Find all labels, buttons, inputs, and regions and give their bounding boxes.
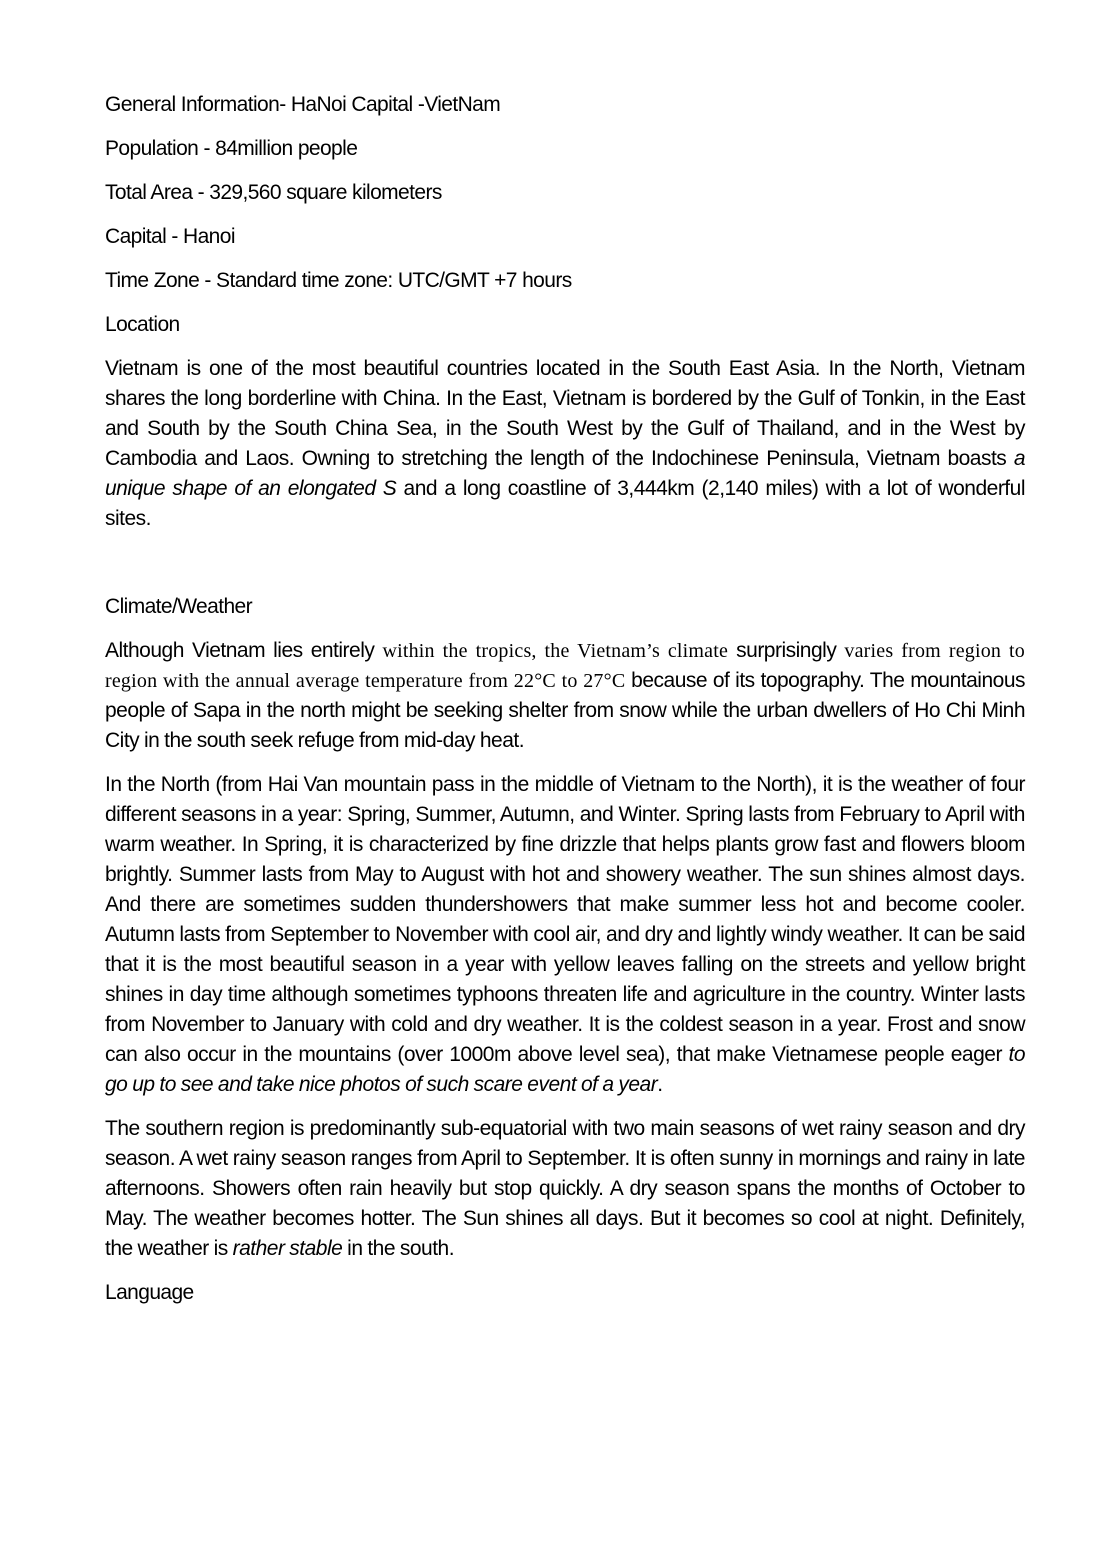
climate-p1-text-c: because of its topography. The mountainous people of Sapa in the north might be seeking shelter from snow while the urban dwellers of Ho Chi Minh City in the south seek refuge from mid-day heat. bbox=[105, 669, 1025, 752]
general-information-line: General Information- HaNoi Capital -VietNam bbox=[105, 93, 501, 116]
climate-p1-serif-b: varies from region to region with the annual average temperature from 22°C to 27°C bbox=[105, 640, 1025, 692]
climate-paragraph-1 bbox=[105, 636, 1025, 756]
climate-paragraph-3 bbox=[105, 1114, 1025, 1264]
location-text-a: Vietnam is one of the most beautiful countries located in the South East Asia. In the North, Vietnam shares the long borderline with China. In the East, Vietnam is bordered by the Gulf of Tonkin, in the East and South by the South China Sea, in the South West by the Gulf of Thailand, and in the West by Cambodia and Laos. Owning to stretching the length of the Indochinese Peninsula, Vietnam boasts bbox=[105, 357, 1025, 470]
location-text-b: and a long coastline of 3,444km (2,140 miles) with a lot of wonderful sites. bbox=[105, 477, 1025, 530]
climate-p1-serif-a: within the tropics, the Vietnam’s climate bbox=[382, 640, 729, 662]
population-line: Population - 84million people bbox=[105, 137, 358, 160]
location-emphasis: a unique shape of an elongated S bbox=[105, 447, 1025, 500]
section-spacer bbox=[105, 548, 1025, 592]
location-paragraph bbox=[105, 354, 1025, 534]
climate-p3-emphasis: rather stable bbox=[232, 1237, 343, 1260]
climate-p3-text-b: in the south. bbox=[342, 1237, 455, 1260]
total-area-line: Total Area - 329,560 square kilometers bbox=[105, 181, 442, 204]
climate-p1-text-a: Although Vietnam lies entirely bbox=[105, 639, 383, 662]
climate-p1-text-b: surprisingly bbox=[728, 639, 845, 662]
capital-line: Capital - Hanoi bbox=[105, 225, 235, 248]
climate-p3-text-a: The southern region is predominantly sub-equatorial with two main seasons of wet rainy season and dry season. A wet rainy season ranges from April to September. It is often sunny in mornings and rainy in late afternoons. Showers often rain heavily but stop quickly. A dry season spans the months of October to May. The weather becomes hotter. The Sun shines all days. But it becomes so cool at night. Definitely, the weather is bbox=[105, 1117, 1025, 1260]
document-page bbox=[105, 90, 1025, 1322]
climate-p2-text-b: . bbox=[657, 1073, 663, 1096]
time-zone-line: Time Zone - Standard time zone: UTC/GMT +7 hours bbox=[105, 269, 572, 292]
location-heading: Location bbox=[105, 313, 180, 336]
climate-p2-emphasis: to go up to see and take nice photos of such scare event of a year bbox=[105, 1043, 1025, 1096]
language-heading: Language bbox=[105, 1281, 194, 1304]
climate-heading: Climate/Weather bbox=[105, 595, 253, 618]
climate-paragraph-2 bbox=[105, 770, 1025, 1100]
climate-p2-text-a: In the North (from Hai Van mountain pass in the middle of Vietnam to the North), it is the weather of four different seasons in a year: Spring, Summer, Autumn, and Winter. Spring lasts from February to April with warm weather. In Spring, it is characterized by fine drizzle that helps plants grow fast and flowers bloom brightly. Summer lasts from May to August with hot and showery weather. The sun shines almost days. And there are sometimes sudden thundershowers that make summer less hot and become cooler. Autumn lasts from September to November with cool air, and dry and lightly windy weather. It can be said that it is the most beautiful season in a year with yellow leaves falling on the streets and yellow bright shines in day time although sometimes typhoons threaten life and agriculture in the country. Winter lasts from November to January with cold and dry weather. It is the coldest season in a year. Frost and snow can also occur in the mountains (over 1000m above level sea), that make Vietnamese people eager bbox=[105, 773, 1025, 1066]
